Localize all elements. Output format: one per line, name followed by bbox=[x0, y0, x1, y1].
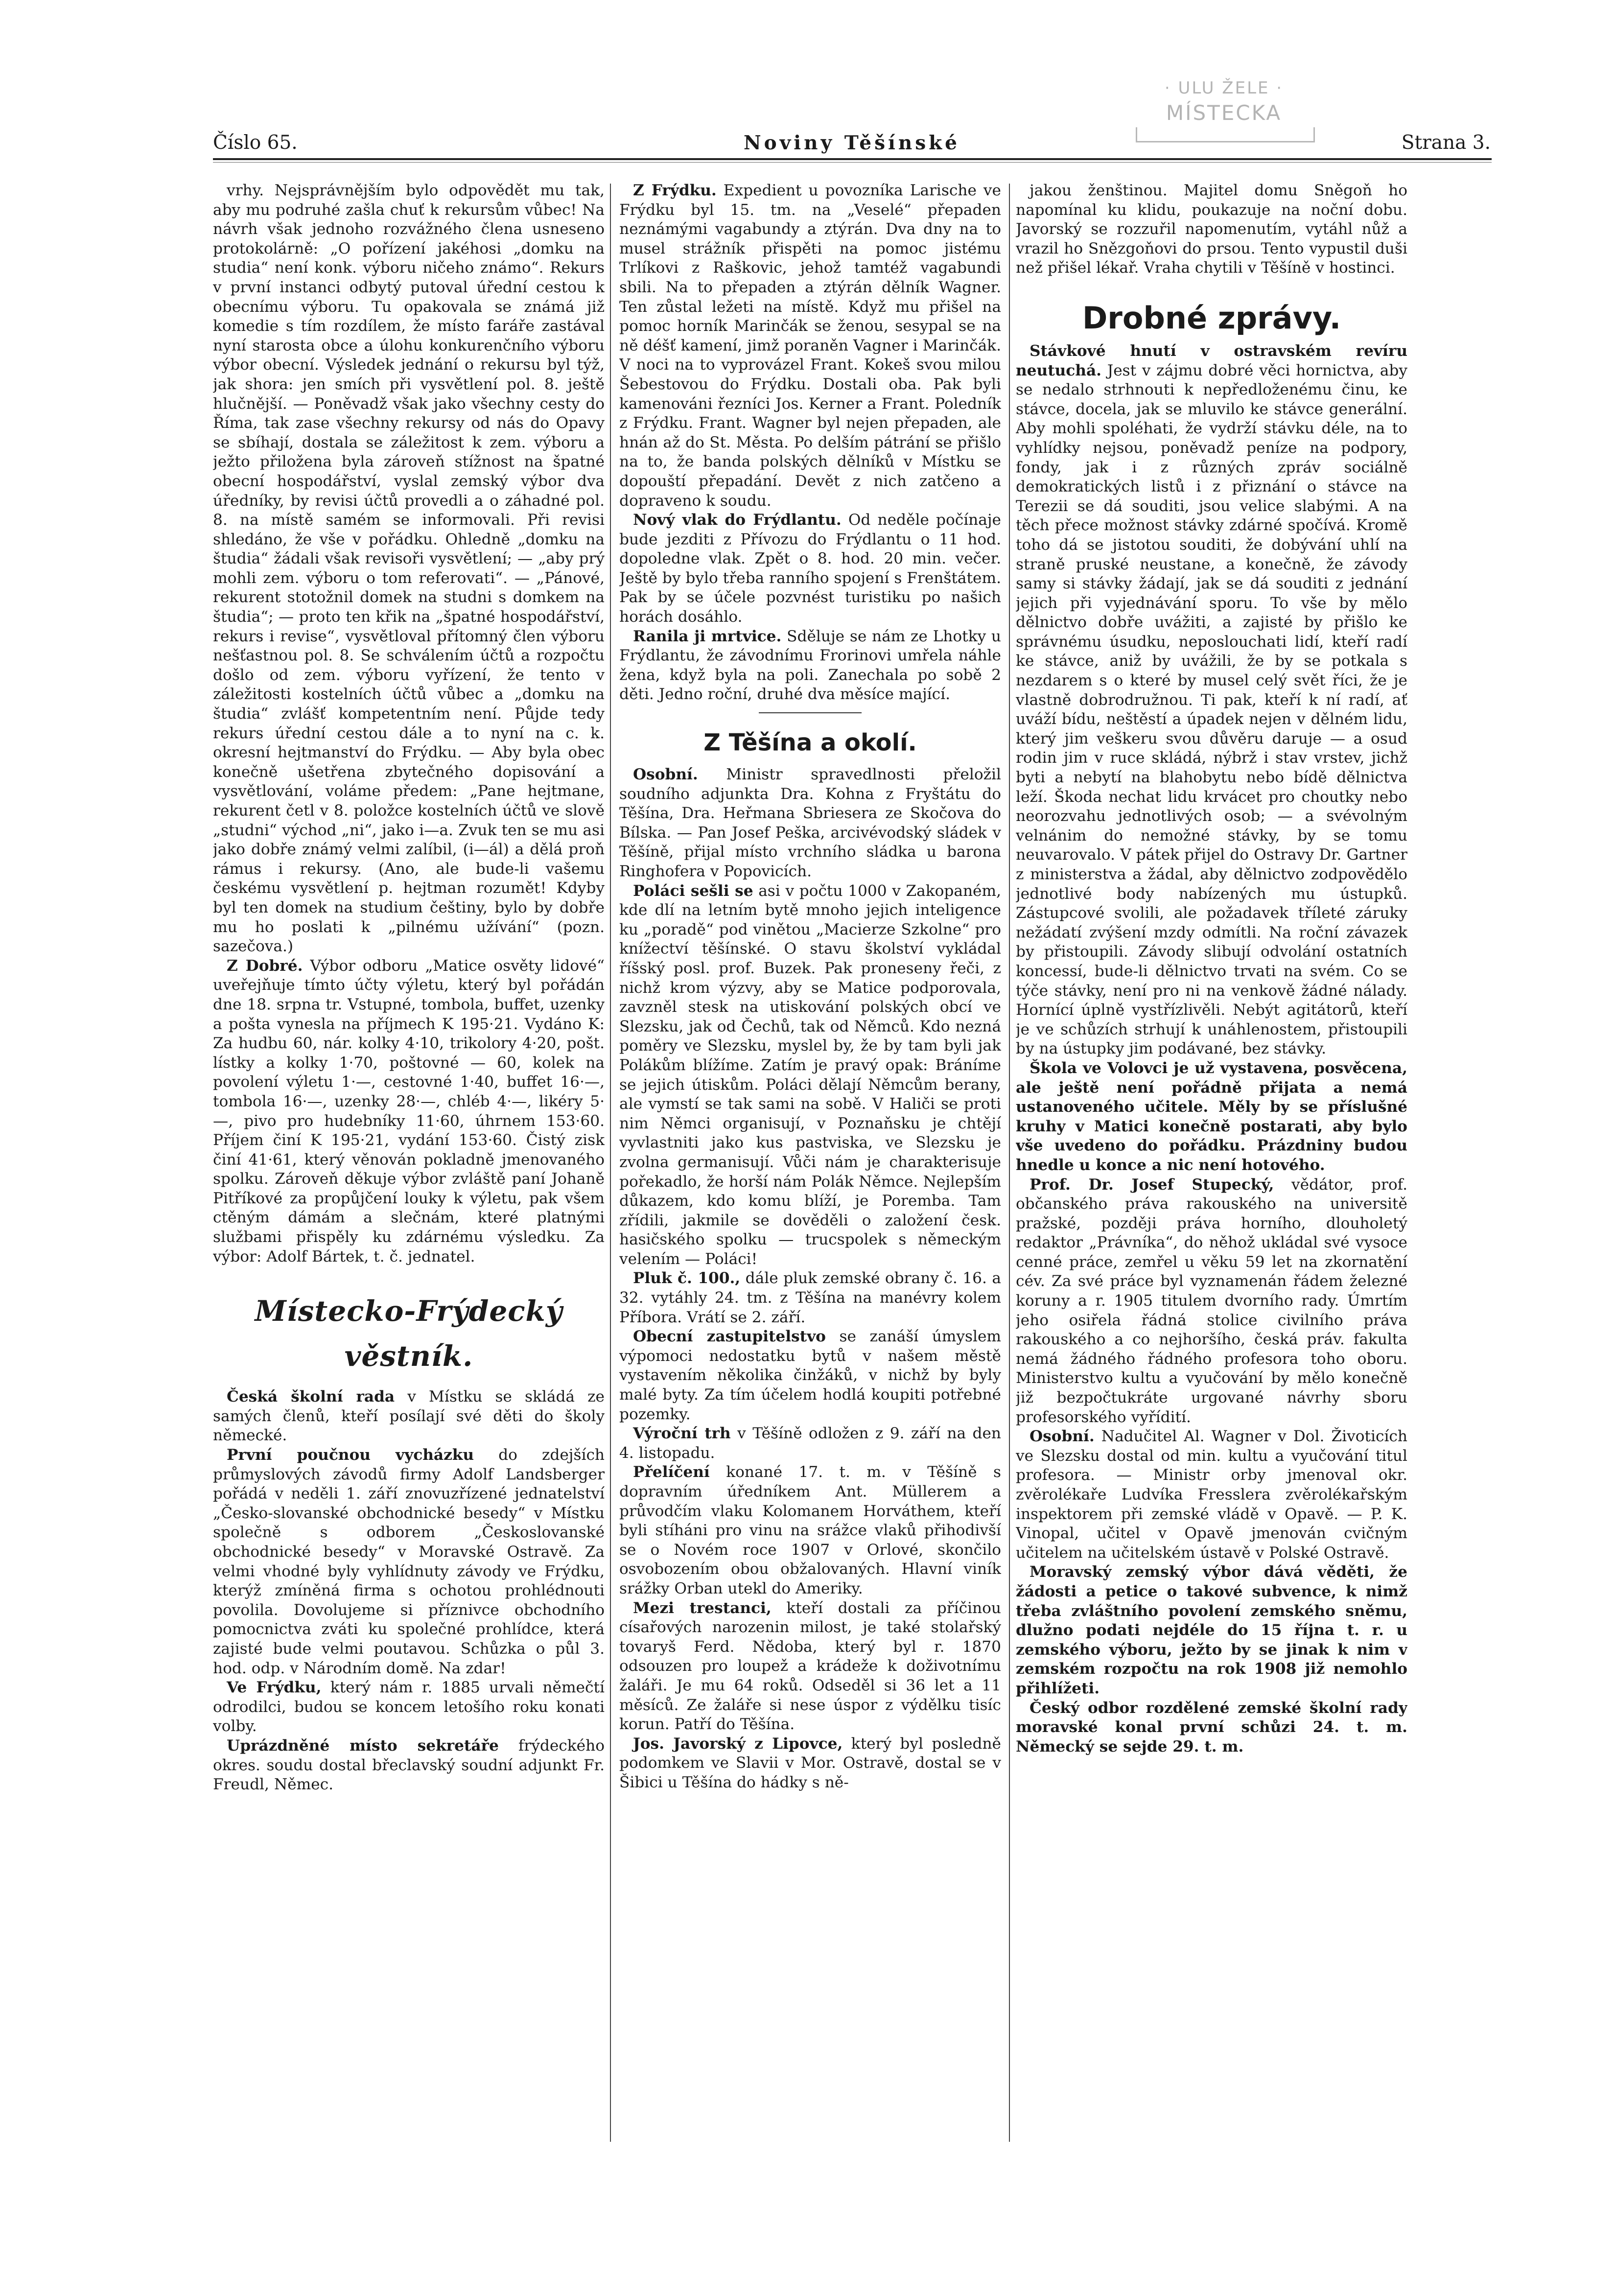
article-lead: Přelíčení bbox=[633, 1463, 710, 1481]
article-paragraph bbox=[619, 765, 1001, 882]
column-2-articles bbox=[619, 181, 1001, 704]
article-lead: Škola ve Volovci je už vystavena, posvěcena, ale ještě není pořádně přijata a nemá ustanoveného učitele. Měly by se příslušné kruhy v Matici konečně postarati, aby bylo vše uvedeno do pořádku. Prázdniny budou hnedle u konce a nic není hotového. bbox=[1016, 1059, 1407, 1174]
article-text: Sděluje se nám ze Lhotky u Frýdlantu, že závodnímu Frorinovi umřela náhle žena, když byla na poli. Zanechala po sobě 2 děti. Jedno roční, druhé dva měsíce mající. bbox=[619, 627, 1001, 703]
article-paragraph bbox=[213, 1736, 605, 1795]
stamp-line-2: MÍSTECKA bbox=[1166, 101, 1282, 125]
column-divider-2 bbox=[1009, 184, 1010, 2142]
article-paragraph bbox=[1016, 1699, 1407, 1757]
article-paragraph bbox=[1016, 1563, 1407, 1698]
page-header bbox=[213, 128, 1491, 158]
article-paragraph bbox=[619, 882, 1001, 1269]
article-paragraph bbox=[213, 1387, 605, 1446]
article-lead: Obecní zastupitelstvo bbox=[633, 1328, 826, 1346]
header-rule bbox=[213, 158, 1492, 160]
article-lead: Uprázdněné místo sekretáře bbox=[227, 1736, 499, 1755]
article-text: který byl posledně podomkem ve Slavii v Mor. Ostravě, dostal se v Šibici u Těšína do hádky s ně- bbox=[619, 1734, 1001, 1791]
article-paragraph bbox=[1016, 1175, 1407, 1428]
article-lead: Nový vlak do Frýdlantu. bbox=[633, 511, 842, 529]
article-paragraph bbox=[1016, 1059, 1407, 1175]
article-paragraph bbox=[1016, 181, 1407, 278]
article-paragraph bbox=[213, 181, 605, 957]
column-3-section-articles bbox=[1016, 342, 1407, 1757]
article-text: Od neděle počínaje bude jezditi z Přívozu do Frýdlantu o 11 hod. dopoledne vlak. Zpět o 8. hod. 20 min. večer. Ještě by bylo třeba ranního spojení s Frenštátem. Pak by se účele pozvnést turistiku po našich horách dosáhlo. bbox=[619, 511, 1001, 626]
article-text: frýdeckého okres. soudu dostal břeclavský soudní adjunkt Fr. Freudl, Němec. bbox=[213, 1736, 605, 1794]
article-paragraph bbox=[1016, 1427, 1407, 1563]
column-3-articles bbox=[1016, 181, 1407, 278]
article-text: vrhy. Nejsprávnějším bylo odpovědět mu tak, aby mu podruhé zašla chuť k rekursům vůbec! Na návrh však jednoho rozvážného člena usneseno protokolárně: „O pořízení jakéhosi „domku na studia“ není konk. výboru ničeho známo“. Rekurs v první instanci odbytý putoval úřední cestou k obecnímu výboru. Tu opakovala se známá již komedie s tím rozdílem, že místo faráře zastával nyní starosta obce a úlohu konkurenčního výboru výbor obecní. Výsledek jednání o rekursu byl týž, jak shora: jen smích při vysvětlení pol. 8. ještě hlučnější. — Poněvadž však jako všechny cesty do Říma, tak zase všechny rekursy od nás do Opavy se sbíhají, dostala se záležitost k zem. výboru a ježto přiložena byla zároveň stížnost na špatné obecní hospodářství, vyslal zemský výbor dva úředníky, by revisi účtů provedli a o záhadné pol. 8. na místě samém se informovali. Při revisi shledáno, že vše v pořádku. Ohledně „domku na študia“ žádali však revisoři vysvětlení; — „aby prý mohli zem. výboru o tom referovati“. — „Pánové, rekurent stotožnil domek na studni s domkem na študia“; — proto ten křik na „špatné hospodářství, rekurs i revise“, vysvětloval přítomný člen výboru nešťastnou pol. 8. Se schválením účtů a rozpočtu došlo od zem. výboru vyřízení, že tento v záležitosti kostelních účtů vůbec a „domku na študia“ zvlášť kompetentním není. Půjde tedy rekurs úřední cestou dále a to nyní na c. k. okresní hejtmanství do Frýdku. — Aby byla obec konečně ušetřena zbytečného dopisování a vysvětlování, voláme předem: „Pane hejtmane, rekurent četl v 8. položce kostelních účtů ve slově „studni“ východ „ni“, jako i—a. Zvuk ten se mu asi jako dobře známý velmi zalíbil, (i—ál) a dělá proň rámus i rekursy. (Ano, ale bude-li vašemu českému vysvětlení p. hejtman rozumět! Kdyby byl ten domek na studium češtiny, bylo by dobře mu ho poslati k „pilnému užívání“ (pozn. sazečova.) bbox=[213, 182, 605, 956]
article-paragraph bbox=[619, 1734, 1001, 1793]
article-lead: Český odbor rozdělené zemské školní rady moravské konal první schůzi 24. t. m. Německý se sejde 29. t. m. bbox=[1016, 1699, 1407, 1756]
masthead-title: Noviny Těšínské bbox=[743, 132, 960, 154]
article-lead: Jos. Javorský z Lipovce, bbox=[633, 1734, 843, 1753]
article-paragraph bbox=[213, 957, 605, 1267]
column-2 bbox=[619, 181, 1001, 2149]
article-text: vědátor, prof. občanského práva rakouského na universitě pražské, později práva horního, dlouholetý redaktor „Právníka“, do něhož ukládal své vysoce cenné práce, zemřel u věku 59 let na zkornatění cév. Za své práce byl vyznamenán řádem železné koruny a r. 1905 titulem dvorního rady. Úmrtím jeho osiřela řádná stolice civilního práva rakouského a co nejhoršího, česká práv. fakulta nemá žádného řádného profesora toho oboru. Ministerstvo kultu a vyučování by mělo konečně již bezpočtukráte urgované návrhy sboru profesorského vyřídití. bbox=[1016, 1175, 1407, 1426]
article-paragraph bbox=[619, 1327, 1001, 1424]
article-paragraph bbox=[619, 511, 1001, 627]
page-number: Strana 3. bbox=[1401, 132, 1491, 154]
article-text: v Místku se skládá ze samých členů, kteří posílají své děti do školy německé. bbox=[213, 1388, 605, 1445]
article-text: Expedient u povozníka Larische ve Frýdku byl 15. tm. na „Veselé“ přepaden neznámými vagabundy a ztýrán. Dva dny na to musel strážník přispěti na pomoc jistému Trlíkovi z Raškovic, jehož tamtéž vagabundi sbili. Na to přepaden a ztýrán dělník Wagner. Ten zůstal ležeti na místě. Když mu přišel na pomoc horník Marinčák se ženou, sesypal se na ně déšť kamení, jimž poraněn Vagner i Marinčák. V noci na to vyprovázel Frant. Kokeš svou milou Šebestovou do Frýdku. Dostali oba. Pak byli kamenováni řezníci Jos. Kerner a Frant. Poledník z Frýdku. Frant. Wagner byl nejen přepaden, ale hnán až do St. Města. Po delším pátrání se přišlo na to, že banda polských dělníků v Místku se dopouští přepadání. Devět z nich zatčeno a dopraveno k soudu. bbox=[619, 182, 1001, 510]
section-heading-tesin: Z Těšína a okolí. bbox=[703, 729, 917, 757]
column-3 bbox=[1016, 181, 1407, 2149]
article-lead: Z Frýdku. bbox=[633, 182, 717, 199]
section-heading-mistek: Místecko-Frýdecký věstník. bbox=[255, 1294, 563, 1373]
article-text: dále pluk zemské obrany č. 16. a 32. vytáhly 24. tm. z Těšína na manévry kolem Příbora. Vrátí se 2. září. bbox=[619, 1269, 1001, 1326]
article-lead: Poláci sešli se bbox=[633, 882, 753, 900]
article-lead: Ve Frýdku, bbox=[227, 1679, 322, 1697]
issue-number: Číslo 65. bbox=[213, 132, 298, 154]
column-1 bbox=[213, 181, 605, 2149]
article-lead: Stávkové hnutí v ostravském revíru neutuchá. bbox=[1016, 342, 1407, 379]
article-text: Výbor odboru „Matice osvěty lidové“ uveřejňuje tímto účty výletu, který byl pořádán dne 18. srpna tr. Vstupné, tombola, buffet, uzenky a pošta vynesla na příjmech K 195·21. Vydáno K: Za hudbu 60, nár. kolky 4·10, trikolory 4·20, pošt. lístky a kolky 1·70, poštovné — 60, kolek na povolení výletu 1·—, cestovné 1·40, buffet 16·—, tombola 16·—, uzenky 28·—, chléb 4·—, likéry 5·—, pivo pro hudebníky 11·60, úhrnem 153·60. Příjem činí K 195·21, vydání 153·60. Čistý zisk činí 41·61, který věnován pokladně jmenovaného spolku. Zároveň děkuje výbor zvláště paní Johaně Pitříkové za propůjčení louky k výletu, pak všem ctěným dámám a slečnám, které platnými službami přispěly ku zdárnému výsledku. Za výbor: Adolf Bártek, t. č. jednatel. bbox=[213, 957, 605, 1265]
article-text: který nám r. 1885 urvali němečtí odrodilci, budou se koncem letošího roku konati volby. bbox=[213, 1679, 605, 1735]
article-paragraph bbox=[619, 1463, 1001, 1598]
article-text: Jest v zájmu dobré věci hornictva, aby se nedalo strhnouti k nepředloženému činu, ke stávce, docela, jak se mluvilo ke stávce generální. Aby mohli spoléhati, že vydrží stávku déle, na to vyhlídky nejsou, poněvadž peníze na podpory, fondy, jak i z různých zpráv sociálně demokratických listů i z přiznání o stávce na Terezii se dá souditi, jsou velice slabými. A na těch přece možnost stávky zdárné spočívá. Kromě toho dá se jistotou souditi, že dobývání uhlí na straně pruské neustane, a konečně, že závody samy si stávky žádají, jak se dá souditi z jednání jejich při vyjednávání sporu. To vše by mělo dělnictvo dobře uvážiti, a zajisté by přišlo ke správnému úsudku, neposlouchati lidí, kteří radí ke stávce, aniž by uvážili, že by se potkala s nezdarem s o které by musel celý svět říci, že je vlastně dobrodružnou. Ti pak, kteří k ní radí, ať uváží bídu, neštěstí a úpadek nejen v dělném lidu, který jim veškeru svou důvěru daruje — a osud rodin jim v ruce skládá, nýbrž i stav vrstev, jichž byti a nebytí na blahobytu nebo bídě dělnictva leží. Škoda nechat lidu krvácet pro choutky nebo neorozvahu jednotlivých osob; — a svévolným velnánim do nemožné stávky, by se tomu neuvarovalo. V pátek přijel do Ostravy Dr. Gartner z ministerstva a žádal, aby dělnictvo zodpovědělo jednotlivé body nabízených mu ústupků. Zástupcové svolili, ale požadavek tříleté záruky nežádatí zvýšení mzdy odmítli. Na roční závazek by přistoupili. Závody slibují odvolání ostatních koncessí, bude-li dělnictvo trvati na svém. Co se týče stávky, není pro ni na venkově žádné nálady. Hornící úplně vystřízlivěli. Nebýt agitátorů, kteří je ve schůzích strhují k unáhlenostem, přistoupili by na ústupky jim podávané, bez stávky. bbox=[1016, 361, 1407, 1058]
article-separator bbox=[759, 712, 862, 713]
article-paragraph bbox=[619, 1599, 1001, 1734]
column-1-articles bbox=[213, 181, 605, 1266]
article-lead: Výroční trh bbox=[633, 1425, 731, 1443]
article-paragraph bbox=[213, 1678, 605, 1736]
article-text: konané 17. t. m. v Těšíně s dopravním úředníkem Ant. Müllerem a průvodčím vlaku Kolomanem Horváthem, kteří byli stíháni pro vinu na srážce vlaků přihodivší se o Novém roce 1907 v Orlové, skončilo osvobozením obou obžalovaných. Hlavní viník srážky Orban utekl do Ameriky. bbox=[619, 1463, 1001, 1597]
column-1-section-articles bbox=[213, 1387, 605, 1794]
article-paragraph bbox=[213, 1446, 605, 1678]
section-heading-drobne: Drobné zprávy. bbox=[1082, 300, 1341, 336]
article-paragraph bbox=[619, 627, 1001, 704]
article-text: jakou ženštinou. Majitel domu Sněgoň ho napomínal ku klidu, poukazuje na noční dobu. Javorský se rozzuřil napomenutím, vytáhl nůž a vrazil ho Snězgoňovi do prsou. Tento vypustil duši než přišel lékař. Vraha chytili v Těšíně v hostinci. bbox=[1016, 182, 1407, 277]
stamp-line-1: · ULU ŽELE · bbox=[1164, 78, 1284, 98]
article-paragraph bbox=[619, 181, 1001, 511]
article-text: Ministr spravedlnosti přeložil soudního adjunkta Dra. Kohna z Fryštátu do Těšína, Dra. Heřmana Sbriesera ze Skočova do Bílska. — Pan Josef Peška, arcivévodský sládek v Těšíně, přijal místo vrchního sládka u barona Ringhofera v Popovicích. bbox=[619, 766, 1001, 880]
article-text: kteří dostali za příčinou císařových narozenin milost, je také stolařský tovaryš Ferd. Nědoba, který byl r. 1870 odsouzen pro loupež a krádeže k doživotnímu žaláři. Je mu 64 roků. Odseděl si 36 let a 11 měsíců. Ze žaláře si nese úspor z výdělku tisíc korun. Patří do Těšína. bbox=[619, 1599, 1001, 1734]
article-lead: První poučnou vycházku bbox=[227, 1446, 474, 1464]
article-lead: Ranila ji mrtvice. bbox=[633, 627, 782, 645]
article-text: se zanáší úmyslem výpomoci nedostatku bytů v našem městě vystavením několika činžáků, v nichž by byly malé byty. Za tím účelem hodlá koupiti potřebné pozemky. bbox=[619, 1328, 1001, 1423]
article-lead: Z Dobré. bbox=[227, 957, 303, 975]
article-lead: Osobní. bbox=[1030, 1428, 1095, 1446]
article-text: v Těšíně odložen z 9. září na den 4. listopadu. bbox=[619, 1425, 1001, 1462]
article-lead: Mezi trestanci, bbox=[633, 1599, 772, 1617]
article-paragraph bbox=[1016, 342, 1407, 1059]
article-lead: Prof. Dr. Josef Stupecký, bbox=[1030, 1175, 1274, 1194]
column-divider-1 bbox=[610, 184, 611, 2142]
article-paragraph bbox=[619, 1269, 1001, 1327]
article-lead: Česká školní rada bbox=[227, 1388, 395, 1406]
header-rule-thin bbox=[213, 162, 1492, 163]
column-2-section-articles bbox=[619, 765, 1001, 1792]
article-text: Nadučitel Al. Wagner v Dol. Životicích ve Slezsku dostal od min. kultu a vyučování titul profesora. — Ministr orby jmenoval okr. zvěrolékaře Ludvíka Fresslera zvěrolékařským inspektorem při zemské vládě v Opavě. — P. K. Vinopal, učitel v Opavě jmenován cvičným učitelem na učitelském ústavě v Polské Ostravě. bbox=[1016, 1428, 1407, 1562]
article-lead: Moravský zemský výbor dává věděti, že žádosti a petice o takové subvence, k nimž třeba zvláštního povolení zemského sněmu, dlužno podati nejdéle do 15 října t. r. u zemského výboru, ježto by se jinak k nim v zemském rozpočtu na rok 1908 již nemohlo přihlížeti. bbox=[1016, 1563, 1407, 1697]
article-lead: Pluk č. 100., bbox=[633, 1269, 741, 1288]
article-lead: Osobní. bbox=[633, 766, 698, 784]
article-paragraph bbox=[619, 1424, 1001, 1463]
article-text: do zdejších průmyslových závodů firmy Adolf Landsberger pořádá v neděli 1. září znovuzřízené jednatelství „Česko-slovanské obchodnické besedy“ v Místku společně s odborem „Českoslovanské obchodnické besedy“ v Moravské Ostravě. Za velmi vhodné byly vyhlídnuty závody ve Frýdku, kterýž zmíněná firma s ochotou prohlédnouti povolila. Dovolujeme si příznivce obchodního pomocnictva zváti ku společné prohlídce, která zajisté bude velmi poutavou. Schůzka o půl 3. hod. odp. v Národním domě. Na zdar! bbox=[213, 1446, 605, 1677]
article-text: asi v počtu 1000 v Zakopaném, kde dlí na letním bytě mnoho jejich inteligence ku „poradě“ pod vinětou „Macierze Szkolne“ pro knížectví těšínské. O stavu školství vykládal říšský posl. prof. Buzek. Pak proneseny řeči, z nichž krom výzvy, aby se Matice podporovala, zavzněl stesk na utiskování polských obcí ve Slezsku, jak od Čechů, tak od Němců. Kdo nezná poměry ve Slezsku, myslel by, že by tam byli jak Polákům blížíme. Zatím je pravý opak: Bráníme se jejich útiskům. Poláci dělají Němcům berany, ale vymstí se tak sami na sobě. V Haliči se proti nim Němci organisují, v Poznaňsku je chtějí vyvlastniti jako kus pastviska, ve Slezsku je zvolna germanisují. Vůči nám je charakterisuje pořekadlo, že horší nám Polák Němce. Nejlepším důkazem, kdo komu blíží, je Poremba. Tam zřídili, jakmile se dověděli o založení česk. hasičského spolku — trucspolek s německým velením — Poláci! bbox=[619, 882, 1001, 1268]
